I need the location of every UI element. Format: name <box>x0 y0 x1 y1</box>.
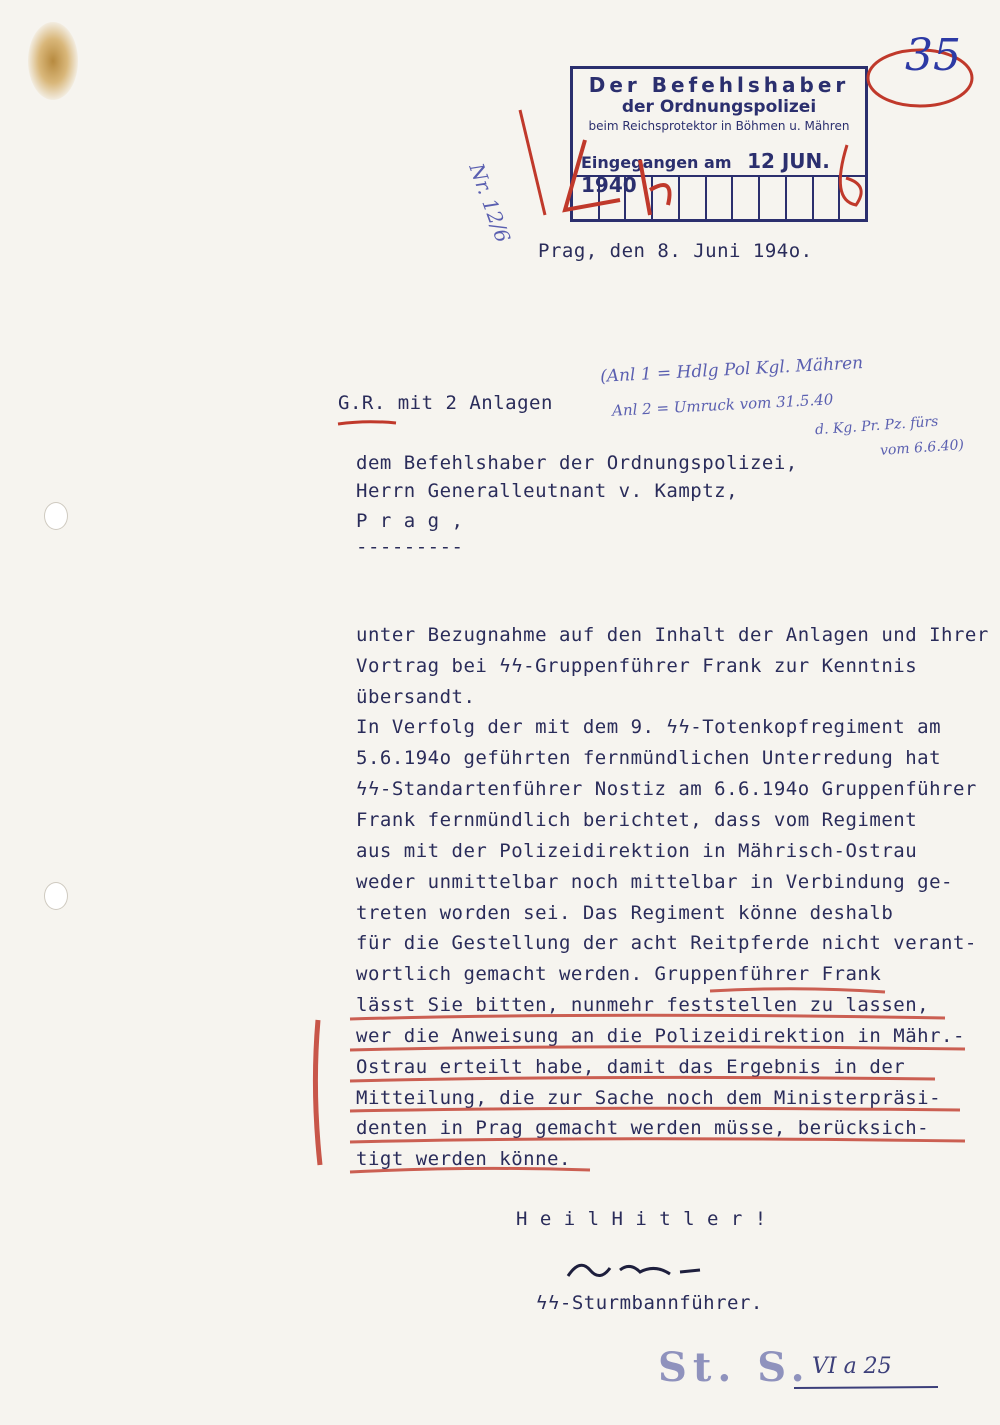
reference-line: G.R. mit 2 Anlagen <box>338 392 553 414</box>
date-line: Prag, den 8. Juni 194o. <box>538 240 813 262</box>
stamp-line-3: beim Reichsprotektor in Böhmen u. Mähren <box>588 119 850 133</box>
stamp-line-1: Der Befehlshaber <box>588 73 850 97</box>
rank: ϟϟ-Sturmbannführer. <box>536 1292 763 1314</box>
body-line: weder unmittelbar noch mittelbar in Verbindung ge- <box>356 871 953 893</box>
page-number: 35 <box>905 30 961 81</box>
reference-underline <box>336 418 416 430</box>
recipient-line-2: Herrn Generalleutnant v. Kamptz, <box>356 480 739 502</box>
body-line: Vortrag bei ϟϟ-Gruppenführer Frank zur Kenntnis <box>356 655 918 677</box>
body-line: aus mit der Polizeidirektion in Mährisch-Ostrau <box>356 840 918 862</box>
body-line: tigt werden könne. <box>356 1148 571 1170</box>
body-line: wer die Anweisung an die Polizeidirektion in Mähr.- <box>356 1025 965 1047</box>
body-line: Mitteilung, die zur Sache noch dem Ministerpräsi- <box>356 1087 942 1109</box>
margin-note-anl2: Anl 2 = Umruck vom 31.5.40 <box>611 390 834 420</box>
recipient-line-1: dem Befehlshaber der Ordnungspolizei, <box>356 452 798 474</box>
footer-underline <box>792 1384 942 1392</box>
footer-note: VI a 25 <box>812 1354 892 1379</box>
body-line: Ostrau erteilt habe, damit das Ergebnis in der <box>356 1056 906 1078</box>
margin-note-anl2c: vom 6.6.40) <box>879 437 965 459</box>
stamp-received-label: Eingegangen am <box>581 153 732 172</box>
footer-stamp: St. S. <box>658 1344 811 1391</box>
body-line: wortlich gemacht werden. Gruppenführer Frank <box>356 963 882 985</box>
margin-note-anl2b: d. Kg. Pr. Pz. fürs <box>814 413 939 439</box>
body-line: In Verfolg der mit dem 9. ϟϟ-Totenkopfregiment am <box>356 716 942 738</box>
body-line: lässt Sie bitten, nunmehr feststellen zu lassen, <box>356 994 930 1016</box>
stamp-received-date: 12 JUN. 1940 <box>581 149 830 197</box>
body-line: für die Gestellung der acht Reitpferde nicht verant- <box>356 932 977 954</box>
stamp-line-2: der Ordnungspolizei <box>621 97 817 117</box>
body-line: 5.6.194o geführten fernmündlichen Unterredung hat <box>356 747 942 769</box>
punch-hole-top <box>44 502 68 530</box>
body-line: ϟϟ-Standartenführer Nostiz am 6.6.194o Gruppenführer <box>356 778 977 800</box>
signature <box>560 1248 720 1288</box>
body-line: übersandt. <box>356 686 476 708</box>
closing: H e i l H i t l e r ! <box>516 1208 767 1230</box>
punch-hole-bottom <box>44 882 68 910</box>
recipient-line-3: P r a g , <box>356 510 464 532</box>
recipient-line-4: --------- <box>356 536 464 558</box>
body-line: treten worden sei. Das Regiment könne deshalb <box>356 902 894 924</box>
body-line: unter Bezugnahme auf den Inhalt der Anlagen und Ihrer <box>356 624 989 646</box>
body-line: Frank fernmündlich berichtet, dass vom Regiment <box>356 809 918 831</box>
margin-note-anl1: (Anl 1 = Hdlg Pol Kgl. Mähren <box>599 353 864 387</box>
margin-note-left: Nr. 12/6 <box>464 160 516 246</box>
body-line: denten in Prag gemacht werden müsse, berücksich- <box>356 1117 930 1139</box>
